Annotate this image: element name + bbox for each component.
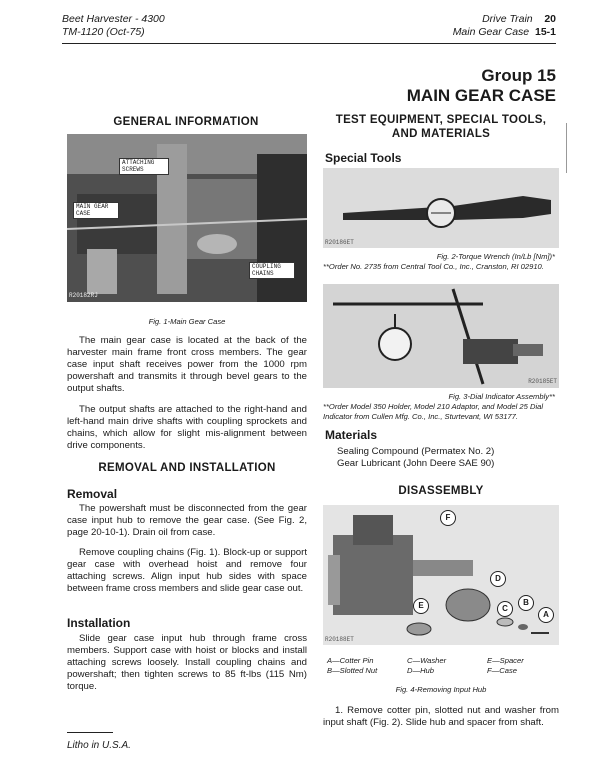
fig4-caption: Fig. 4-Removing Input Hub — [395, 685, 487, 694]
parts-legend — [327, 656, 555, 676]
disassembly-heading: DISASSEMBLY — [398, 485, 484, 497]
general-info-heading: GENERAL INFORMATION — [113, 116, 259, 128]
part-c: C—Washer — [407, 656, 447, 665]
part-b: B—Slotted Nut — [327, 666, 378, 675]
torque-wrench-photo — [323, 168, 559, 248]
part-f: F—Case — [487, 666, 517, 675]
part-d: D—Hub — [407, 666, 435, 675]
fig3-caption: Fig. 3-Dial Indicator Assembly** — [448, 392, 555, 401]
manual-title: Beet Harvester - 4300 — [62, 13, 165, 25]
page-number: 15-1 — [534, 26, 556, 38]
group-number: Group 15 — [481, 66, 556, 85]
part-e: E—Spacer — [487, 656, 524, 665]
materials-heading: Materials — [325, 428, 378, 442]
test-equipment-heading: TEST EQUIPMENT, SPECIAL TOOLS, AND MATERIALS — [335, 114, 547, 140]
material-item-1: Sealing Compound (Permatex No. 2) — [337, 446, 495, 457]
general-paragraph-2: The output shafts are attached to the right-hand and left-hand main drive shafts with coupling sprockets and chains, which allow for slight mis-alignment between drive components. — [67, 404, 307, 451]
column-marker — [566, 123, 567, 173]
fig1-code: R20182RJ — [69, 292, 98, 299]
torque-wrench-illustration — [323, 168, 559, 248]
general-paragraph-1: The main gear case is located at the back of the harvester main frame front cross members. The gear case input shaft receives power from the 1000 rpm powershaft and transmits it through bevel gears to the output shafts. — [67, 335, 307, 394]
fig4-code: R20188ET — [325, 636, 354, 643]
fig3-code: R20185ET — [528, 378, 557, 385]
part-a: A—Cotter Pin — [327, 656, 374, 665]
group-name: MAIN GEAR CASE — [406, 86, 556, 105]
fig2-code: R20186ET — [325, 239, 354, 246]
dial-indicator-illustration — [323, 284, 559, 388]
special-tools-heading: Special Tools — [325, 151, 402, 165]
installation-paragraph: Slide gear case input hub through frame cross members. Support case with hoist or blocks and install attaching screws loosely. Install coupling chains and powershaft; then tighten screws to 85 ft-lbs (115 Nm) torque. — [67, 633, 307, 692]
callout-c: C — [497, 601, 513, 617]
removal-installation-heading: REMOVAL AND INSTALLATION — [98, 462, 276, 474]
callout-d: D — [490, 571, 506, 587]
material-item-2: Gear Lubricant (John Deere SAE 90) — [337, 458, 495, 469]
fig3-order-note: **Order Model 350 Holder, Model 210 Adaptor, and Model 25 Dial Indicator from Cullen Mfg. Co., Inc., Sturtevant, WI 53177. — [323, 402, 544, 421]
section-number: 20 — [544, 13, 556, 25]
group-label: Main Gear Case — [452, 26, 530, 38]
coupling-chains-tag: COUPLING CHAINS — [249, 262, 295, 279]
fig2-order-note: **Order No. 2735 from Central Tool Co., Inc., Cranston, RI 02910. — [323, 262, 544, 271]
callout-e: E — [413, 598, 429, 614]
footer-litho: Litho in U.S.A. — [67, 740, 131, 751]
footer-rule — [67, 732, 113, 733]
input-hub-photo — [323, 505, 559, 645]
header-rule — [62, 43, 556, 44]
header-right — [453, 13, 556, 39]
dial-indicator-photo — [323, 284, 559, 388]
input-hub-illustration — [323, 505, 559, 645]
fig2-caption: Fig. 2-Torque Wrench (In/Lb [Nm])* — [436, 252, 555, 261]
attaching-screws-tag: ATTACHING SCREWS — [119, 158, 169, 175]
header-left — [62, 13, 165, 39]
disassembly-step-1: 1. Remove cotter pin, slotted nut and washer from input shaft (Fig. 2). Slide hub and spacer from shaft. — [323, 705, 559, 728]
main-gear-case-tag: MAIN GEAR CASE — [73, 202, 119, 219]
fig1-caption: Fig. 1-Main Gear Case — [148, 317, 226, 326]
manual-code: TM-1120 (Oct-75) — [62, 26, 145, 38]
callout-a: A — [538, 607, 554, 623]
removal-paragraph-1: The powershaft must be disconnected from the gear case input hub to remove the gear case. (See Fig. 2, page 20-10-1). Drain oil from case. — [67, 503, 307, 538]
section-label: Drive Train — [482, 13, 533, 25]
removal-subheading: Removal — [67, 487, 118, 501]
callout-f: F — [440, 510, 456, 526]
page-title — [407, 66, 556, 106]
callout-b: B — [518, 595, 534, 611]
installation-subheading: Installation — [67, 616, 131, 630]
main-gear-case-photo — [67, 134, 307, 302]
removal-paragraph-2: Remove coupling chains (Fig. 1). Block-up or support gear case with overhead hoist and remove four attaching screws. Align input hub sides with space between frame cross members and slide gear case out. — [67, 547, 307, 594]
